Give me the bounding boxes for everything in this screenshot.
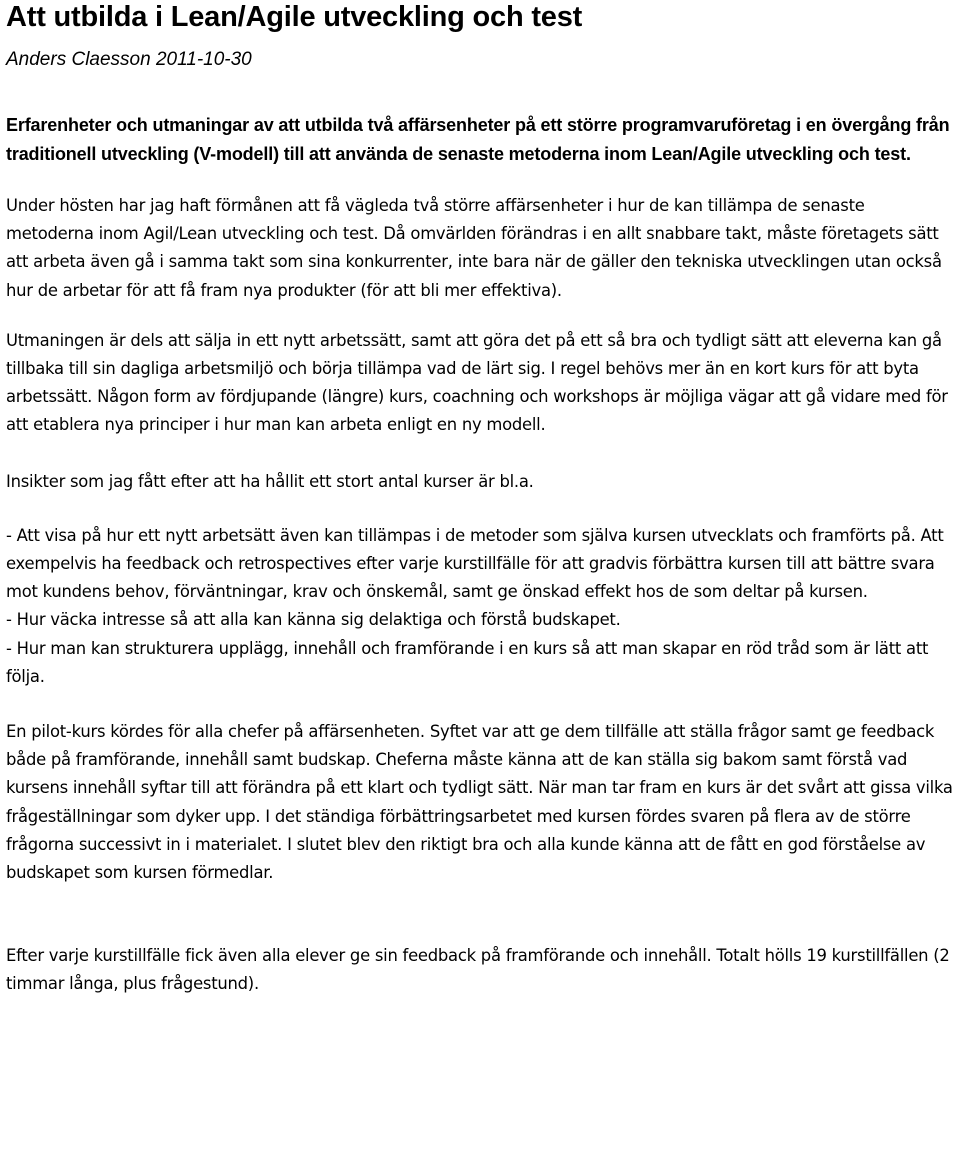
author-date-byline: Anders Claesson 2011-10-30 — [6, 49, 252, 70]
document-title: Att utbilda i Lean/Agile utveckling och test — [6, 1, 583, 33]
paragraph-challenge: Utmaningen är dels att sälja in ett nytt arbetssätt, samt att göra det på ett så bra och tydligt sätt att eleverna kan gå tillbaka till sin dagliga arbetsmiljö och börja tillämpa vad de lärt sig. I regel behövs mer än en kort kurs för att byta arbetssätt. Någon form av fördjupande (längre) kurs, coachning och workshops är möjliga vägar att gå vidare med för att etablera nya principer i hur man kan arbeta enligt en ny modell. — [6, 330, 948, 435]
list-item-insight-1: - Att visa på hur ett nytt arbetsätt även kan tillämpas i de metoder som själva kursen utvecklats och framförts på. Att exempelvis ha feedback och retrospectives efter varje kurstillfälle för att gradvis förbättra kursen till att bättre svara mot kundens behov, förväntningar, krav och önskemål, samt ge önskad effekt hos de som deltar på kursen. — [6, 525, 944, 602]
list-item-insight-3: - Hur man kan strukturera upplägg, innehåll och framförande i en kurs så att man skapar en röd tråd som är lätt att följa. — [6, 638, 929, 686]
paragraph-background: Under hösten har jag haft förmånen att få vägleda två större affärsenheter i hur de kan tillämpa de senaste metoderna inom Agil/Lean utveckling och test. Då omvärlden förändras i en allt snabbare takt, måste företagets sätt att arbeta även gå i samma takt som sina konkurrenter, inte bara när de gäller den tekniska utvecklingen utan också hur de arbetar för att få fram nya produkter (för att bli mer effektiva). — [6, 196, 942, 300]
list-item-insight-2: - Hur väcka intresse så att alla kan känna sig delaktiga och förstå budskapet. — [6, 610, 621, 630]
intro-paragraph: Erfarenheter och utmaningar av att utbilda två affärsenheter på ett större programvaruföretag i en övergång från traditionell utveckling (V-modell) till att använda de senaste metoderna inom Lean/Agile utveckling och test. — [6, 115, 950, 164]
paragraph-insights-intro: Insikter som jag fått efter att ha hållit ett stort antal kurser är bl.a. — [6, 471, 534, 491]
paragraph-pilot-course: En pilot-kurs kördes för alla chefer på affärsenheten. Syftet var att ge dem tillfälle att ställa frågor samt ge feedback både på framförande, innehåll samt budskap. Cheferna måste känna att de kan ställa sig bakom samt förstå vad kursens innehåll syftar till att förändra på ett klart och tydligt sätt. När man tar fram en kurs är det svårt att gissa vilka frågeställningar som dyker upp. I det ständiga förbättringsarbetet med kursen fördes svaren på flera av de större frågorna successivt in i materialet. I slutet blev den riktigt bra och alla kunde känna att de fått en god förståelse av budskapet som kursen förmedlar. — [6, 722, 953, 883]
document-page — [6, 0, 956, 999]
paragraph-feedback-total: Efter varje kurstillfälle fick även alla elever ge sin feedback på framförande och innehåll. Totalt hölls 19 kurstillfällen (2 timmar långa, plus frågestund). — [6, 946, 950, 994]
